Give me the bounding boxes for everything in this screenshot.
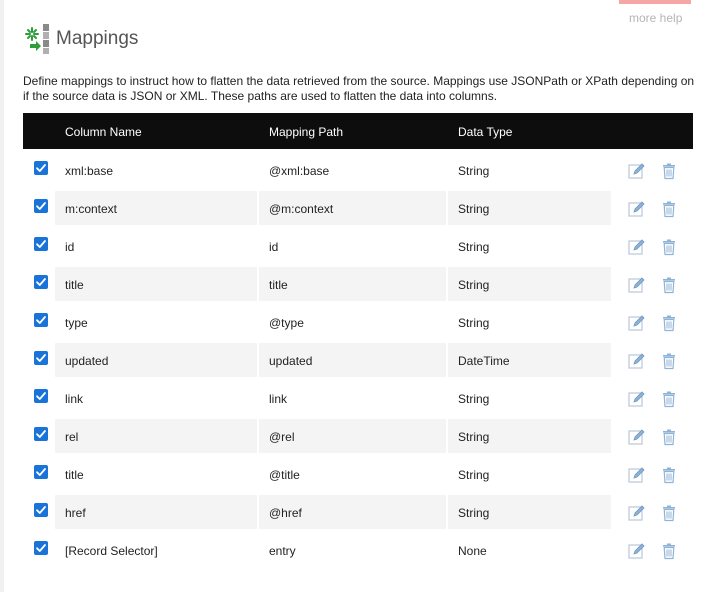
column-header-path: Mapping Path [269,125,344,139]
checkbox-checked-icon [35,504,47,516]
mapping-path-text: @xml:base [269,164,330,178]
name-cell [55,457,257,491]
mapping-path-text: @type [269,316,304,330]
trash-icon [660,276,678,294]
edit-pencil-icon [628,200,646,218]
row-checkbox[interactable] [34,313,48,327]
edit-pencil-icon [628,314,646,332]
mappings-grid [23,113,693,567]
column-name-text: xml:base [65,164,114,178]
mapping-path-text: @title [269,468,300,482]
edit-button[interactable] [628,200,646,218]
edit-button[interactable] [628,466,646,484]
column-name-text: href [65,506,86,520]
mapping-row [23,453,693,491]
page-edge [0,0,4,592]
edit-pencil-icon [628,428,646,446]
data-type-text: String [458,240,490,254]
row-checkbox[interactable] [34,275,48,289]
data-type-text: String [458,164,490,178]
trash-icon [660,466,678,484]
row-checkbox[interactable] [34,199,48,213]
mapping-row [23,339,693,377]
column-name-text: id [65,240,75,254]
mapping-path-text: id [269,240,279,254]
delete-button[interactable] [660,542,678,560]
mapping-row [23,187,693,225]
edit-pencil-icon [628,390,646,408]
trash-icon [660,504,678,522]
data-type-text: String [458,506,490,520]
checkbox-checked-icon [35,200,47,212]
checkbox-checked-icon [35,352,47,364]
delete-button[interactable] [660,238,678,256]
trash-icon [660,314,678,332]
mapping-path-text: link [269,392,288,406]
data-type-text: String [458,202,490,216]
mappings-description: Define mappings to instruct how to flatten the data retrieved from the source. Mappings use JSONPath or XPath depending on if the source data is JSON or XML. These paths are used to flatten the data into columns. [23,74,695,103]
mapping-row [23,377,693,415]
delete-button[interactable] [660,352,678,370]
checkbox-checked-icon [35,466,47,478]
data-type-text: None [458,544,487,558]
path-cell [259,381,446,415]
data-type-text: String [458,316,490,330]
edit-button[interactable] [628,276,646,294]
row-checkbox[interactable] [34,465,48,479]
edit-pencil-icon [628,504,646,522]
edit-pencil-icon [628,276,646,294]
name-cell [55,229,257,263]
edit-button[interactable] [628,238,646,256]
trash-icon [660,238,678,256]
row-checkbox[interactable] [34,389,48,403]
edit-pencil-icon [628,162,646,180]
mapping-row [23,149,693,187]
mapping-row [23,301,693,339]
mapping-row [23,225,693,263]
row-checkbox[interactable] [34,427,48,441]
edit-pencil-icon [628,352,646,370]
delete-button[interactable] [660,466,678,484]
checkbox-checked-icon [35,390,47,402]
column-name-text: updated [65,354,109,368]
mapping-path-text: updated [269,354,313,368]
data-type-text: String [458,430,490,444]
top-accent-bar [619,0,691,4]
edit-button[interactable] [628,542,646,560]
delete-button[interactable] [660,314,678,332]
trash-icon [660,200,678,218]
column-header-name: Column Name [65,125,142,139]
delete-button[interactable] [660,390,678,408]
mapping-row [23,529,693,567]
column-name-text: title [65,278,84,292]
more-help-link[interactable]: more help [629,11,683,25]
mapping-path-text: @m:context [269,202,334,216]
data-type-text: DateTime [458,354,510,368]
checkbox-checked-icon [35,238,47,250]
edit-pencil-icon [628,238,646,256]
mappings-logo-icon [23,24,51,54]
mapping-path-text: entry [269,544,296,558]
path-cell [259,229,446,263]
data-type-text: String [458,468,490,482]
edit-button[interactable] [628,390,646,408]
mapping-path-text: title [269,278,288,292]
trash-icon [660,542,678,560]
row-checkbox[interactable] [34,503,48,517]
trash-icon [660,428,678,446]
delete-button[interactable] [660,200,678,218]
delete-button[interactable] [660,276,678,294]
column-name-text: rel [65,430,79,444]
column-name-text: link [65,392,84,406]
grid-body [23,149,693,567]
edit-pencil-icon [628,466,646,484]
column-header-type: Data Type [458,125,513,139]
delete-button[interactable] [660,428,678,446]
edit-button[interactable] [628,162,646,180]
grid-header [23,113,693,149]
edit-button[interactable] [628,352,646,370]
trash-icon [660,352,678,370]
delete-button[interactable] [660,504,678,522]
name-cell [55,419,257,453]
edit-button[interactable] [628,428,646,446]
column-name-text: type [65,316,88,330]
row-checkbox[interactable] [34,351,48,365]
checkbox-checked-icon [35,428,47,440]
mapping-path-text: @href [269,506,302,520]
row-checkbox[interactable] [34,541,48,555]
mapping-row [23,263,693,301]
name-cell [55,267,257,301]
page-header [23,24,138,54]
checkbox-checked-icon [35,276,47,288]
trash-icon [660,390,678,408]
data-type-text: String [458,392,490,406]
data-type-text: String [458,278,490,292]
edit-button[interactable] [628,504,646,522]
row-checkbox[interactable] [34,161,48,175]
row-checkbox[interactable] [34,237,48,251]
trash-icon [660,162,678,180]
edit-pencil-icon [628,542,646,560]
page-title: Mappings [56,28,139,49]
column-name-text: [Record Selector] [65,544,158,558]
mapping-row [23,491,693,529]
delete-button[interactable] [660,162,678,180]
column-name-text: title [65,468,84,482]
edit-button[interactable] [628,314,646,332]
name-cell [55,381,257,415]
checkbox-checked-icon [35,542,47,554]
mapping-path-text: @rel [269,430,295,444]
mapping-row [23,415,693,453]
checkbox-checked-icon [35,162,47,174]
column-name-text: m:context [65,202,118,216]
checkbox-checked-icon [35,314,47,326]
